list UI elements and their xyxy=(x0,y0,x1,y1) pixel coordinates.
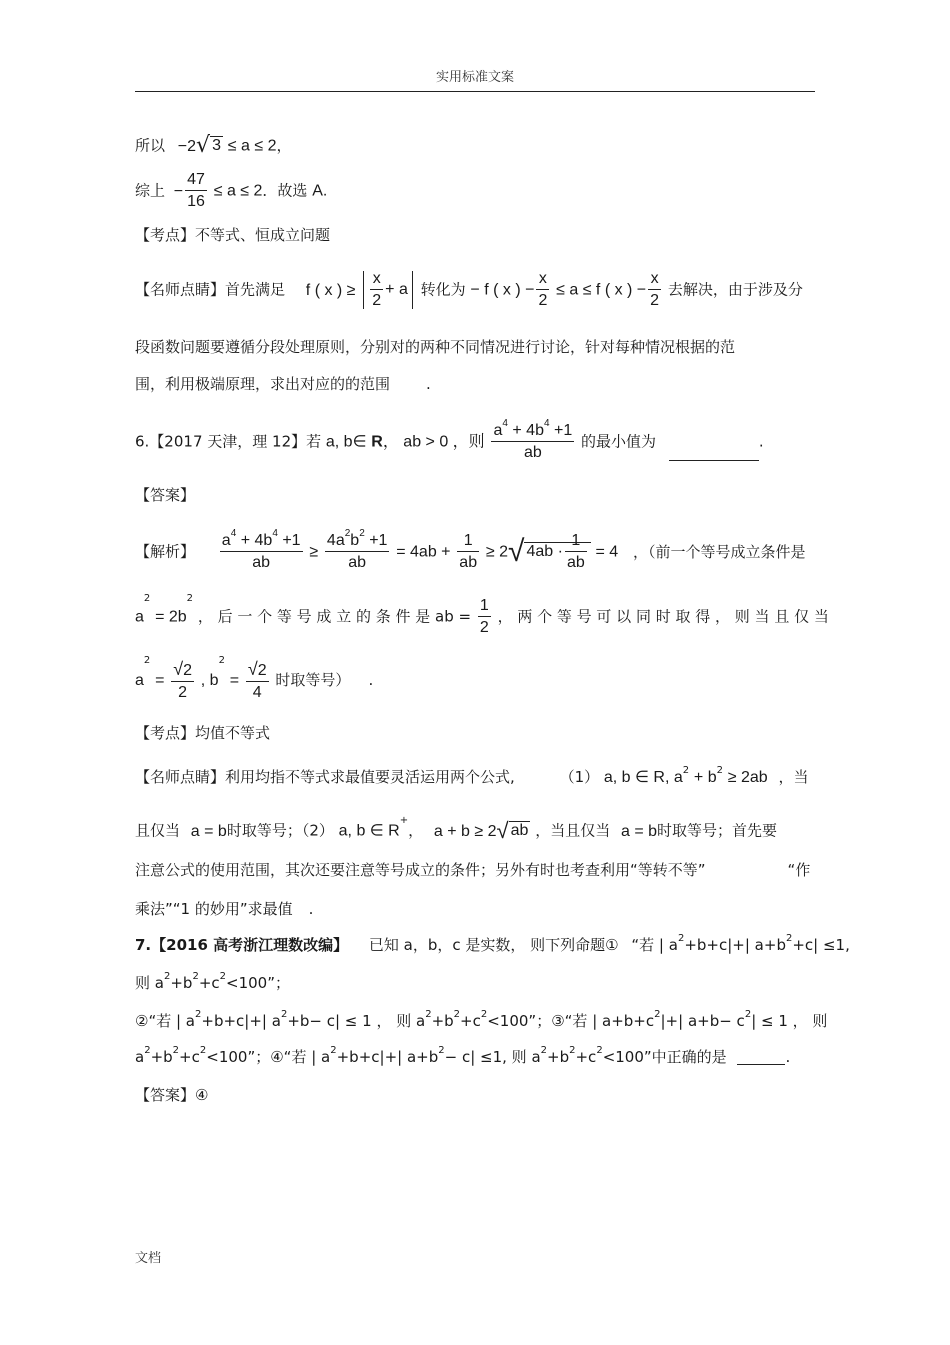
kaodian-2: 【考点】均值不等式 xyxy=(135,724,271,742)
answer-7: 【答案】④ xyxy=(135,1086,209,1104)
answer-label: 【答案】 xyxy=(135,486,196,504)
line-16: 则 $a^2+b^2+c^2<100$”； xyxy=(135,971,290,992)
text: 所以 xyxy=(135,136,166,155)
answer-blank xyxy=(669,460,759,461)
line-13: 注意公式的使用范围，其次还要注意等号成立的条件；另外有时也考查利用“等转不等” “作 xyxy=(135,861,811,879)
line-2: 综上 − $\frac{47}{16}$ ≤ a ≤ 2．故选 A. xyxy=(135,171,328,210)
line-18: $a^2+b^2+c^2<100$”；④“若 | $a^2+b+c|+|$ $a+b^2- c| \le 1$, 则 $a^2+b^2+c^2<100$”中正确的是 . xyxy=(135,1045,791,1066)
page-header: 实用标准文案 xyxy=(435,70,514,85)
math: −2 xyxy=(177,137,197,155)
mingshi-2: 【名师点睛】利用均指不等式求最值要灵活运用两个公式, （1） a, b ∈ R, $a^2 + b^2 \ge 2ab$ ，当 xyxy=(135,765,809,786)
line-4: 【名师点睛】首先满足 f ( x ) ≥ $\frac{x}{2}$ + a 转化为 − f ( x ) − $\frac{x}{2}$ ≤ a ≤ f ( x ) − $\frac{x}{2}$ 去解决，由于涉及分 xyxy=(135,270,803,309)
line-12: 且仅当 a = b时取等号；（2） a, b ∈ R+， a + b ≥ 2√ ab ，当且仅当 a = b时取等号；首先要 xyxy=(135,815,778,843)
line-5: 段函数问题要遵循分段处理原则，分别对的两种不同情况进行讨论，针对每种情况根据的范 xyxy=(135,338,736,356)
header-rule xyxy=(135,91,815,92)
page-footer: 文档 xyxy=(135,1251,162,1266)
absolute-value: $\frac{x}{2}$ + a xyxy=(363,271,413,309)
fraction: $\frac{47}{16}$ xyxy=(187,171,205,210)
line-6: 围，利用极端原理，求出对应的的范围 . xyxy=(135,375,431,393)
line-17: ②“若 | $a^2+b+c|+|$ $a^2+b- c| \le 1$ ， 则 $a^2+b^2+c^2<100$”；③“若 | $a+b+c^2|+|$ $a+b- c^2| \le 1$ ， 则 xyxy=(135,1009,828,1030)
line-8: $a^2 = 2b^2$ ， 后 一 个 等 号 成 立 的 条 件 是 ab = $\frac{1}{2}$ ， 两 个 等 号 可 以 同 时 取 得 ， 则 当 且 仅 当 xyxy=(135,593,829,636)
jiexi-line: 【解析】 $\frac{a^4 + 4b^4 +1}{ab}$ ≥ $\frac{4a^2b^2 +1}{ab}$ = 4ab + $\frac{1}{ab}$ ≥ 2√ 4ab · $\frac{1}{ab}$ = 4 ，（前一个等号成立条件是 xyxy=(135,528,806,571)
line-1: 所以 −2√ 3 ≤ a ≤ 2， xyxy=(135,133,292,158)
line-14: 乘法”“1 的妙用”求最值 . xyxy=(135,900,314,918)
question-7: 7.【2016 高考浙江理数改编】 已知 a，b，c 是实数， 则下列命题① “若 | $a^2+b+c|+|$ $a+b^2+c| \le 1$, xyxy=(135,933,850,954)
question-6: 6.【2017 天津，理 12】若 a, b∈ R， ab > 0 ，则 $\frac{a^4 + 4b^4 +1}{ab}$ 的最小值为 . xyxy=(135,418,764,461)
line-9: $a^2$ = $\frac{√2}{2}$ , $b^2$ = $\frac{√2}{4}$ 时取等号） . xyxy=(135,655,374,701)
sqrt: √ 3 xyxy=(196,133,221,158)
fraction: $\frac{a^4 + 4b^4 +1}{ab}$ xyxy=(493,418,573,461)
answer-blank xyxy=(737,1064,785,1065)
line-3-kaodian: 【考点】不等式、恒成立问题 xyxy=(135,226,331,244)
math: ≤ a ≤ 2 xyxy=(227,137,277,155)
